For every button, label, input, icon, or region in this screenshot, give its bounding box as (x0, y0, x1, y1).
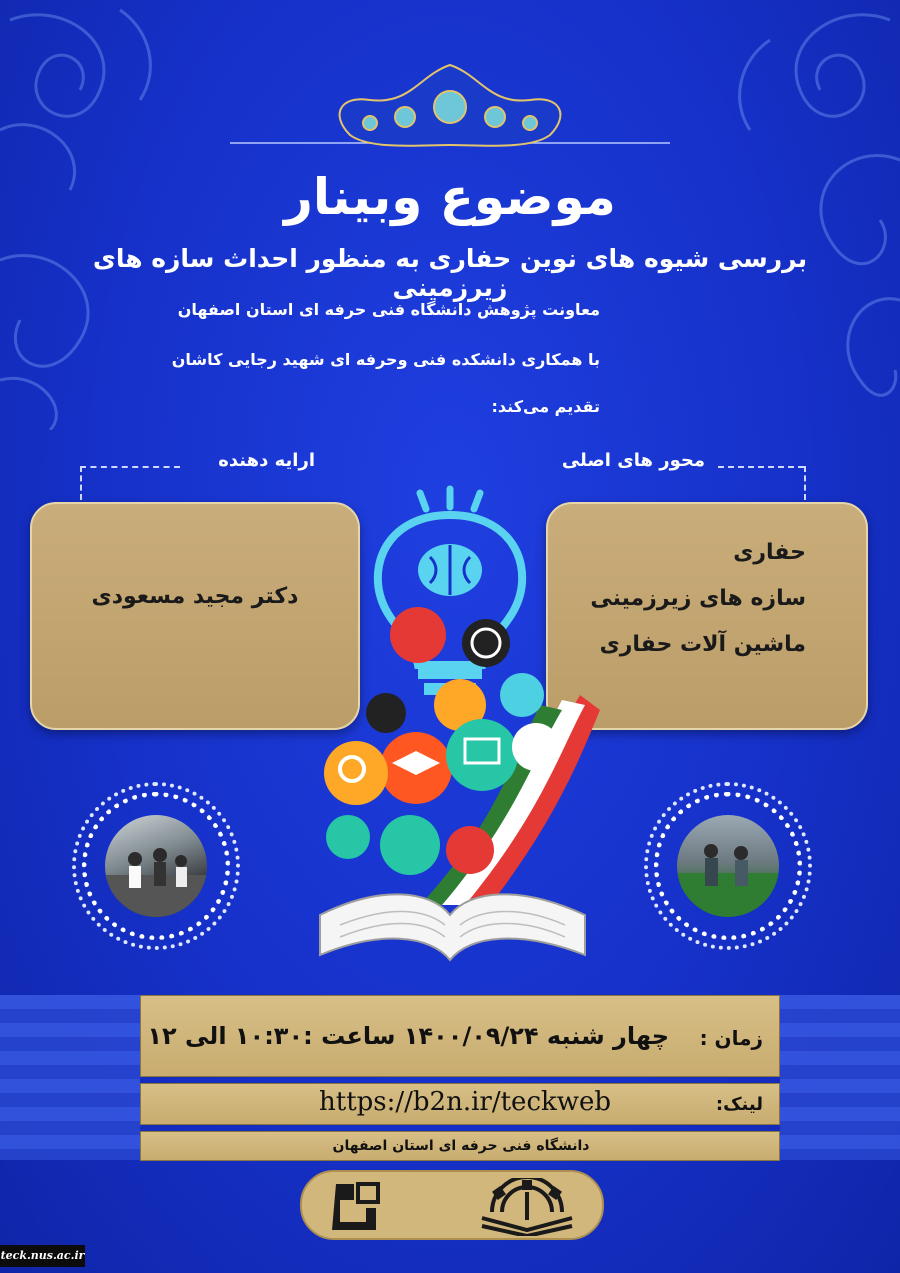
clock-icon (462, 619, 510, 667)
page-title: موضوع وبینار (284, 168, 616, 226)
university-name: دانشگاه فنی حرفه ای استان اصفهان (332, 1138, 590, 1154)
band-stripes-right (780, 995, 900, 1160)
wave-icon (512, 723, 560, 771)
axis-item: سازه های زیرزمینی (590, 586, 806, 611)
briefcase-icon (326, 815, 370, 859)
band-stripes-left (0, 995, 140, 1160)
magnifier-icon (324, 741, 388, 805)
organizer-line: معاونت پژوهش دانشگاه فنی حرفه ای استان اصفهان (177, 300, 600, 319)
palette-icon (366, 693, 406, 733)
axis-item: حفاری (733, 540, 806, 565)
axis-item: ماشین آلات حفاری (599, 632, 806, 657)
university-logo-icon (326, 1178, 386, 1236)
presenter-name: دکتر مجید مسعودی (91, 584, 299, 609)
gear-book-logo-icon (472, 1178, 582, 1236)
link-label: لینک: (715, 1094, 763, 1115)
link-band (140, 1083, 780, 1125)
microscope-icon (500, 673, 544, 717)
workshop-photo-right (677, 815, 779, 917)
atom-icon (390, 607, 446, 663)
presents-line: تقدیم می‌کند: (491, 397, 600, 416)
education-illustration (300, 485, 600, 985)
axes-section-label: محور های اصلی (561, 450, 705, 471)
flask-icon (380, 815, 440, 875)
classroom-photo-left (105, 815, 207, 917)
beaker-icon (446, 826, 494, 874)
site-watermark: teck.nus.ac.ir (0, 1245, 85, 1267)
presenter-dash-vertical (80, 466, 82, 500)
time-label: زمان : (699, 1026, 763, 1050)
header-ornament (230, 55, 670, 155)
presentation-board-icon (446, 719, 518, 791)
time-band (140, 995, 780, 1077)
axes-dash-line (718, 466, 804, 468)
webinar-link[interactable]: https://b2n.ir/teckweb (319, 1087, 612, 1117)
presenter-section-label: ارایه دهنده (218, 450, 315, 471)
presenter-dash-line (80, 466, 180, 468)
cooperation-line: با همکاری دانشکده فنی وحرفه ای شهید رجایی کاشان (171, 350, 600, 369)
university-band (140, 1131, 780, 1161)
logos-panel (300, 1170, 604, 1240)
axes-dash-vertical (804, 466, 806, 500)
time-value: چهار شنبه ۱۴۰۰/۰۹/۲۴ ساعت :۱۰:۳۰ الی ۱۲ (147, 1022, 669, 1050)
webinar-subtitle: بررسی شیوه های نوین حفاری به منظور احداث سازه های زیرزمینی (92, 244, 808, 302)
